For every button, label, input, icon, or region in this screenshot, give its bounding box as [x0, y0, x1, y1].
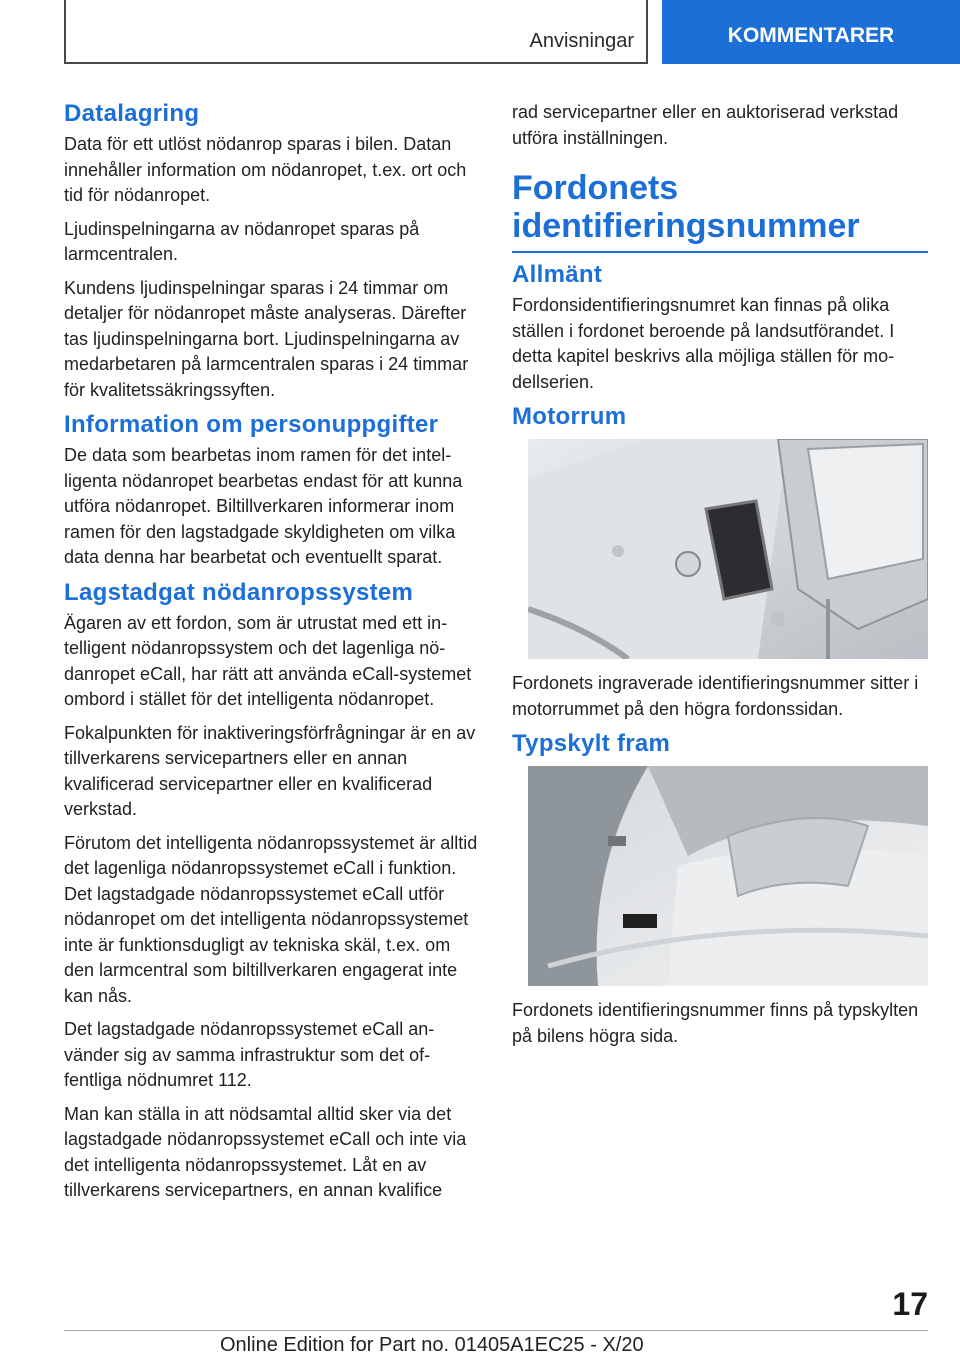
left-column [64, 100, 478, 1212]
paragraph: Ljudinspelningarna av nödanropet sparas på larmcentralen. [64, 218, 420, 264]
paragraph: Förutom det intelligenta nödanropssystemet är alltid det lagenliga nödanropssystemet eCall i funktion. Det lagstadgade nödanropssystemet eCall utför nödanropet om det intelligenta nödanropssystemet inte är funktionsdugligt av tekniska skäl, t.ex. om den larmcentral som biltillverkaren engagerat inte kan nås. [64, 832, 478, 1006]
caption-typskylt: Fordonets identifieringsnummer finns på typskylten på bilens högra sida. [512, 1000, 919, 1046]
engine-bay-photo-icon [528, 439, 928, 659]
paragraph: Data för ett utlöst nödanrop sparas i bilen. Datan innehåller information om nödanropet, t.ex. ort och tid för nödanropet. [64, 134, 467, 205]
engine-bay-photo [528, 439, 928, 659]
tab-kommentarer-label: KOMMENTARER [727, 24, 895, 47]
paragraph: Fordonsidentifieringsnumret kan finnas på olika ställen i fordonet beroende på landsutförandet. I detta kapitel beskrivs alla möjliga ställen för modellserien. [512, 295, 895, 392]
tab-anvisningar[interactable]: Anvisningar [529, 30, 634, 52]
heading-motorrum: Motorrum [512, 403, 627, 430]
door-sill-photo [528, 766, 928, 986]
tab-kommentarer[interactable] [662, 0, 960, 64]
heading-datalagring: Datalagring [64, 100, 200, 127]
page-number: 17 [892, 1286, 928, 1322]
heading-typskylt: Typskylt fram [512, 730, 671, 757]
heading-allmant: Allmänt [512, 261, 603, 288]
paragraph: Det lagstadgade nödanropssystemet eCall använder sig av samma infrastruktur som det offentliga nödnumret 112. [64, 1019, 435, 1090]
paragraph: Ägaren av ett fordon, som är utrustat med ett intelligent nödanropssystem och det lagenliga nödanropet eCall, har rätt att använda eCall-systemet ombord i stället för det intelligenta nödanropet. [64, 612, 472, 709]
heading-personuppgifter: Information om personuppgifter [64, 411, 439, 438]
door-sill-photo-icon [528, 766, 928, 986]
caption-motorrum: Fordonets ingraverade identifieringsnummer sitter i motorrummet på den högra fordonssidan. [512, 673, 919, 719]
footer-divider [64, 1330, 928, 1331]
paragraph: Man kan ställa in att nödsamtal alltid sker via det lagstadgade nödanropssystemet eCall och inte via det intelligenta nödanropssystemet. Låt en av tillverkarens servicepartners, en annan kvalifice [64, 1103, 467, 1200]
chapter-title: Fordonets identifieringsnummer [512, 169, 928, 253]
header-frame [64, 0, 648, 64]
right-column [512, 100, 928, 1057]
footer-edition: Online Edition for Part no. 01405A1EC25 - X/20 [220, 1334, 644, 1356]
paragraph: Fokalpunkten för inaktiveringsförfrågningar är en av tillverkarens servicepartners eller en annan kvalificerad servicepartner eller en kvalificerad verkstad. [64, 722, 476, 819]
heading-lagstadgat: Lagstadgat nödanropssystem [64, 578, 414, 606]
paragraph: De data som bearbetas inom ramen för det intelligenta nödanropet bearbetas endast för att kunna utföra nödanropet. Biltillverkaren informerar inom ramen för den lagstadgade skyldigheten om vilka data denna har bearbetat och eventuellt sparat. [64, 445, 463, 567]
paragraph: Kundens ljudinspelningar sparas i 24 timmar om detaljer för nödanropet måste analyseras. Därefter tas ljudinspelningarna bort. Ljudinspelningarna av medarbetaren på larmcentralen sparas i 24 timmar för kvalitetssäkringssyften. [64, 277, 469, 400]
paragraph: rad servicepartner eller en auktoriserad verkstad utföra inställningen. [512, 102, 899, 148]
